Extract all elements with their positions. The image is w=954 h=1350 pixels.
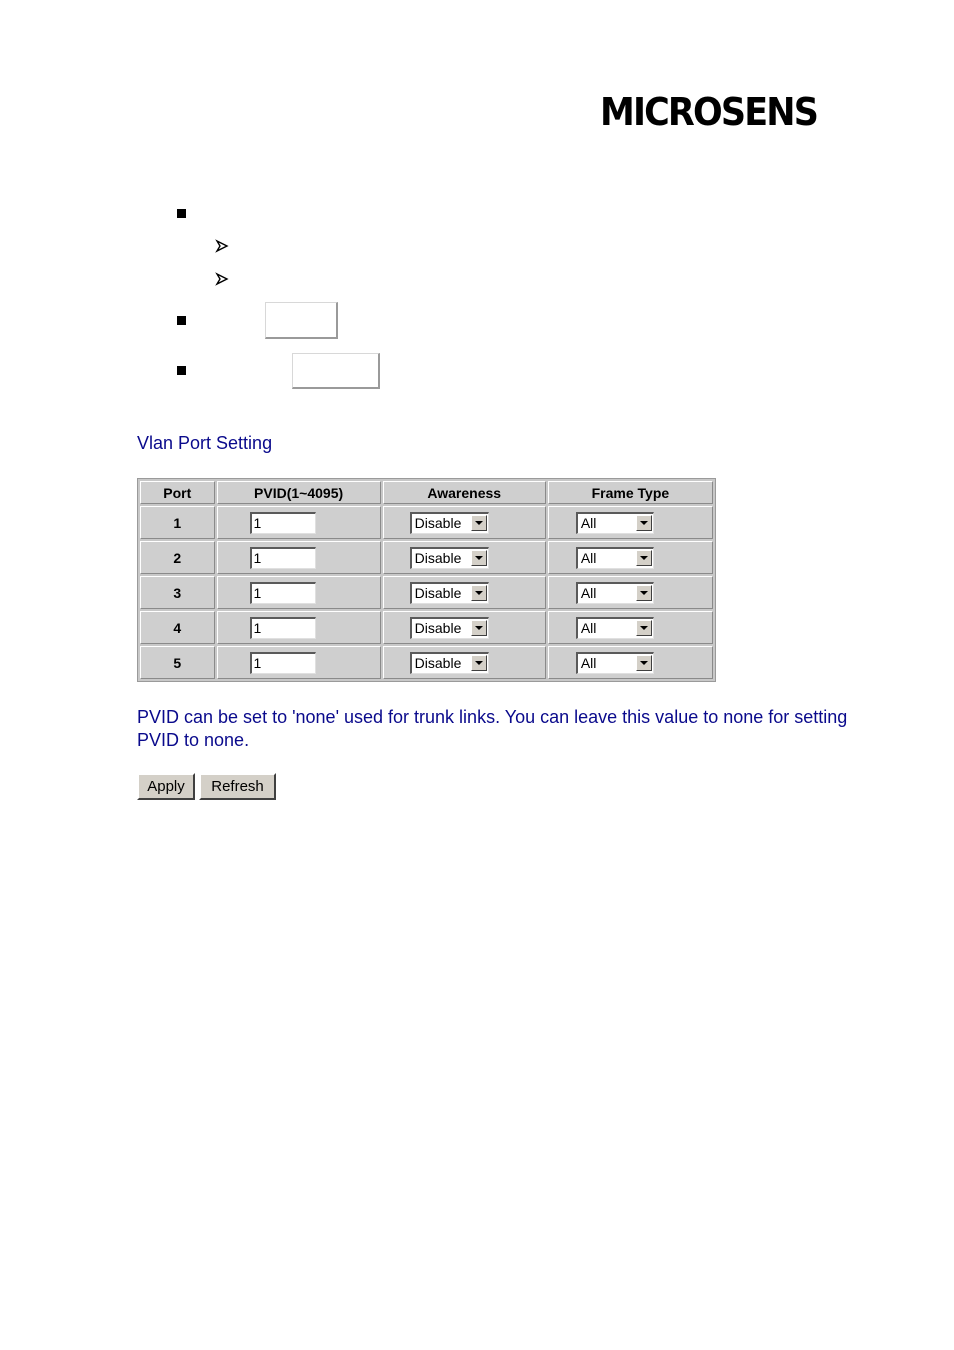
square-bullet-icon [177, 366, 186, 375]
awareness-value: Disable [414, 654, 462, 671]
frame-type-select[interactable] [576, 512, 654, 534]
column-header-frame-type: Frame Type [548, 481, 713, 504]
port-number: 3 [140, 576, 215, 609]
refresh-button[interactable]: Refresh [199, 773, 276, 800]
column-header-awareness: Awareness [383, 481, 546, 504]
awareness-select[interactable] [410, 652, 489, 674]
port-number: 1 [140, 506, 215, 539]
square-bullet-icon [177, 209, 186, 218]
column-header-pvid: PVID(1~4095) [217, 481, 381, 504]
doc-button-image [265, 302, 338, 339]
port-number: 4 [140, 611, 215, 644]
frame-type-value: All [580, 619, 597, 636]
table-row [140, 506, 713, 539]
frame-type-select[interactable] [576, 617, 654, 639]
port-number: 2 [140, 541, 215, 574]
awareness-value: Disable [414, 549, 462, 566]
apply-button[interactable]: Apply [137, 773, 195, 800]
dropdown-arrow-icon[interactable] [636, 515, 652, 531]
dropdown-arrow-icon[interactable] [636, 550, 652, 566]
awareness-select[interactable] [410, 617, 489, 639]
frame-type-value: All [580, 654, 597, 671]
frame-type-value: All [580, 549, 597, 566]
awareness-select[interactable] [410, 512, 489, 534]
pvid-note: PVID can be set to 'none' used for trunk links. You can leave this value to none for setting PVID to none. [137, 707, 848, 750]
pvid-input[interactable] [250, 617, 316, 639]
table-header-row [140, 481, 713, 504]
table-row [140, 541, 713, 574]
dropdown-arrow-icon[interactable] [471, 655, 487, 671]
awareness-value: Disable [414, 619, 462, 636]
port-number: 5 [140, 646, 215, 679]
pvid-input[interactable] [250, 547, 316, 569]
frame-type-value: All [580, 514, 597, 531]
dropdown-arrow-icon[interactable] [471, 620, 487, 636]
dropdown-arrow-icon[interactable] [471, 550, 487, 566]
doc-button-image [292, 353, 380, 389]
vlan-port-table [137, 478, 716, 682]
pvid-input[interactable] [250, 512, 316, 534]
awareness-value: Disable [414, 514, 462, 531]
dropdown-arrow-icon[interactable] [471, 585, 487, 601]
frame-type-value: All [580, 584, 597, 601]
arrow-bullet-icon [215, 239, 229, 253]
dropdown-arrow-icon[interactable] [636, 585, 652, 601]
table-row [140, 646, 713, 679]
microsens-logo: MICROSENS [600, 90, 818, 134]
pvid-input[interactable] [250, 652, 316, 674]
awareness-select[interactable] [410, 582, 489, 604]
section-title: Vlan Port Setting [137, 433, 273, 453]
dropdown-arrow-icon[interactable] [471, 515, 487, 531]
pvid-input[interactable] [250, 582, 316, 604]
square-bullet-icon [177, 316, 186, 325]
awareness-value: Disable [414, 584, 462, 601]
dropdown-arrow-icon[interactable] [636, 655, 652, 671]
arrow-bullet-icon [215, 272, 229, 286]
frame-type-select[interactable] [576, 652, 654, 674]
table-row [140, 576, 713, 609]
frame-type-select[interactable] [576, 547, 654, 569]
table-row [140, 611, 713, 644]
dropdown-arrow-icon[interactable] [636, 620, 652, 636]
awareness-select[interactable] [410, 547, 489, 569]
column-header-port: Port [140, 481, 215, 504]
frame-type-select[interactable] [576, 582, 654, 604]
